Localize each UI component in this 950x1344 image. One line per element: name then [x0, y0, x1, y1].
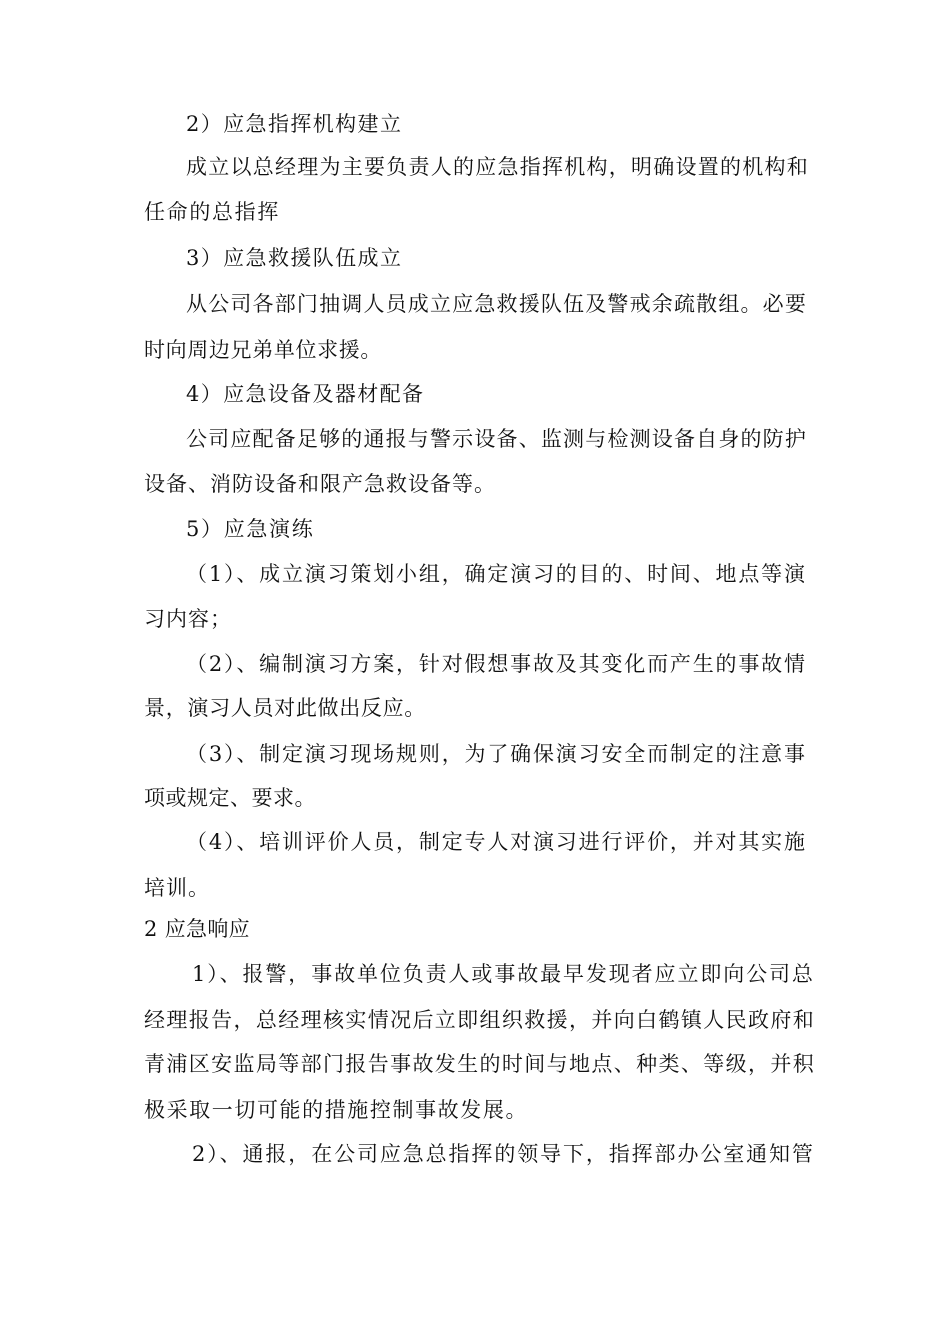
- heading-equipment: 4）应急设备及器材配备: [186, 382, 425, 406]
- section-heading-response: 2 应急响应: [144, 917, 251, 941]
- paragraph-line: 经理报告，总经理核实情况后立即组织救援，并向白鹤镇人民政府和: [144, 1008, 816, 1032]
- paragraph-line: 公司应配备足够的通报与警示设备、监测与检测设备自身的防护: [186, 427, 808, 451]
- heading-drill: 5）应急演练: [186, 517, 315, 541]
- list-item-line: （1）、成立演习策划小组，确定演习的目的、时间、地点等演: [186, 562, 807, 586]
- paragraph-line: 青浦区安监局等部门报告事故发生的时间与地点、种类、等级，并积: [144, 1052, 816, 1076]
- paragraph-line: 极采取一切可能的措施控制事故发展。: [144, 1098, 529, 1122]
- paragraph-line: 设备、消防设备和限产急救设备等。: [144, 472, 496, 496]
- list-item-line: （3）、制定演习现场规则，为了确保演习安全而制定的注意事: [186, 742, 807, 766]
- heading-command-structure: 2）应急指挥机构建立: [186, 112, 403, 136]
- paragraph-line: 时向周边兄弟单位求援。: [144, 338, 383, 362]
- paragraph-line: 2）、通报，在公司应急总指挥的领导下，指挥部办公室通知管: [192, 1142, 815, 1166]
- list-item-line: 景，演习人员对此做出反应。: [144, 696, 426, 720]
- list-item-line: （4）、培训评价人员，制定专人对演习进行评价，并对其实施: [186, 830, 807, 854]
- list-item-line: 项或规定、要求。: [144, 786, 316, 810]
- paragraph-line: 1）、报警，事故单位负责人或事故最早发现者应立即向公司总: [192, 962, 815, 986]
- paragraph-line: 成立以总经理为主要负责人的应急指挥机构，明确设置的机构和: [186, 155, 809, 179]
- paragraph-line: 任命的总指挥: [144, 200, 281, 224]
- paragraph-line: 从公司各部门抽调人员成立应急救援队伍及警戒余疏散组。必要: [186, 292, 808, 316]
- list-item-line: 习内容；: [144, 607, 232, 631]
- list-item-line: 培训。: [144, 876, 210, 900]
- heading-rescue-team: 3）应急救援队伍成立: [186, 246, 403, 270]
- list-item-line: （2）、编制演习方案，针对假想事故及其变化而产生的事故情: [186, 652, 807, 676]
